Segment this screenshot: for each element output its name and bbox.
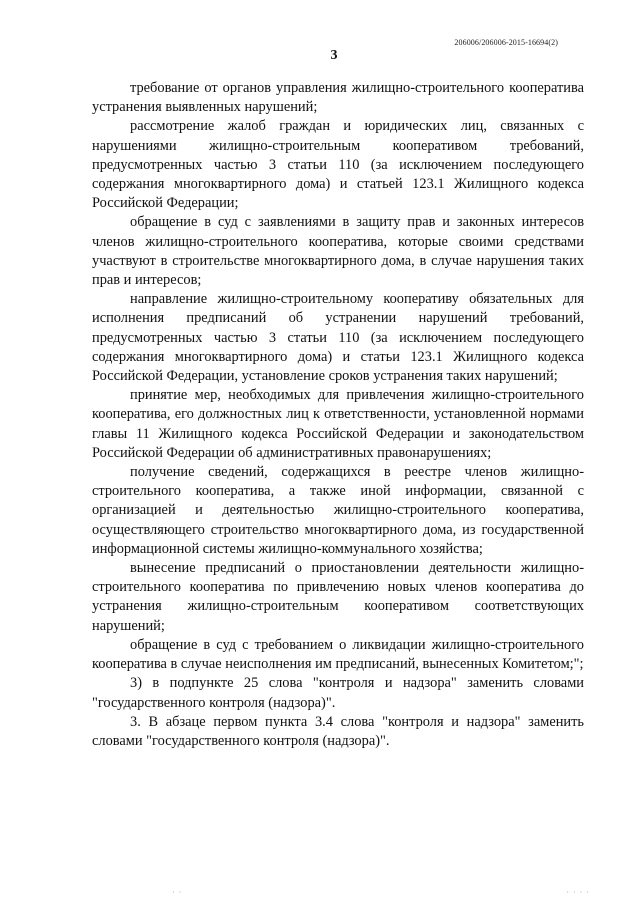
paragraph: 3. В абзаце первом пункта 3.4 слова "контроля и надзора" заменить словами "государственного контроля (надзора)".	[92, 713, 584, 749]
paragraph: 3) в подпункте 25 слова "контроля и надзора" заменить словами "государственного контроля (надзора)".	[92, 675, 584, 711]
paragraph: обращение в суд с требованием о ликвидации жилищно-строительного кооператива в случае неисполнения им предписаний, вынесенных Комитетом;";	[92, 636, 584, 673]
document-code: 206006/206006-2015-16694(2)	[454, 38, 558, 47]
paragraph: принятие мер, необходимых для привлечения жилищно-строительного кооператива, его должностных лиц к ответственности, установленной нормами главы 11 Жилищного кодекса Российской Федерации и законодательством Российской Федерации об административных правонарушениях;	[92, 387, 584, 461]
scan-mark: · ·	[172, 888, 183, 897]
paragraph: требование от органов управления жилищно-строительного кооператива устранения выявленных нарушений;	[92, 80, 584, 116]
paragraph: рассмотрение жалоб граждан и юридических лиц, связанных с нарушениями жилищно-строительным кооперативом требований, предусмотренных частью 3 статьи 110 (за исключением последующего содержания многоквартирного дома) и статьей 123.1 Жилищного кодекса Российской Федерации;	[92, 118, 584, 212]
page-number: 3	[330, 48, 338, 63]
scan-mark: · · · ·	[566, 888, 590, 897]
paragraph: направление жилищно-строительному кооперативу обязательных для исполнения предписаний об устранении нарушений требований, предусмотренных частью 3 статьи 110 (за исключением последующего содержания многоквартирного дома) и статьи 123.1 Жилищного кодекса Российской Федерации, установление сроков устранения таких нарушений;	[92, 291, 584, 385]
document-body	[92, 79, 584, 751]
paragraph: вынесение предписаний о приостановлении деятельности жилищно-строительного кооператива по привлечению новых членов кооператива до устранения жилищно-строительным кооперативом соответствующих нарушений;	[92, 560, 584, 634]
paragraph: обращение в суд с заявлениями в защиту прав и законных интересов членов жилищно-строительного кооператива, которые своими средствами участвуют в строительстве многоквартирного дома, в случае нарушения таких прав и интересов;	[92, 214, 584, 289]
paragraph: получение сведений, содержащихся в реестре членов жилищно-строительного кооператива, а также иной информации, связанной с организацией и деятельностью жилищно-строительного кооператива, осуществляющего строительство многоквартирного дома, из государственной информационной системы жилищно-коммунального хозяйства;	[92, 464, 584, 557]
